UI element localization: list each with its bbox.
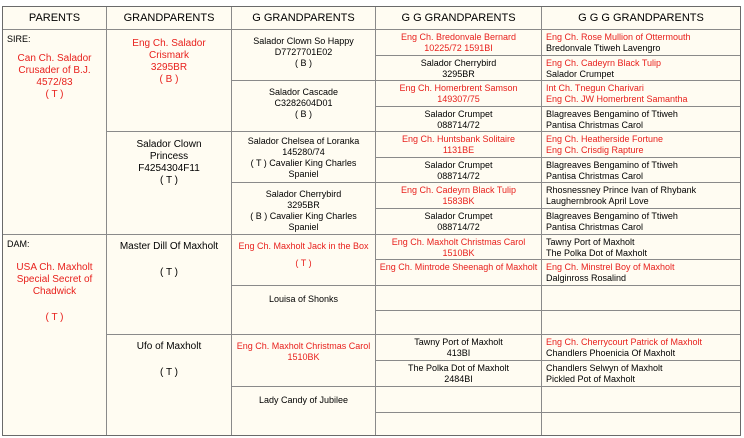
g4-cell — [542, 311, 740, 335]
ggp-c-name: Salador Chelsea of Loranka — [247, 136, 360, 146]
g4-name: Dalginross Rosalind — [546, 273, 627, 283]
ggp-c-note: ( T ) Cavalier King Charles Spaniel — [250, 158, 357, 179]
g4-name: Tawny Port of Maxholt — [546, 237, 635, 247]
g4-name: Int Ch. Tnegun Charivari — [546, 83, 644, 93]
sire-color: ( T ) — [45, 89, 64, 100]
g4-cell — [542, 209, 740, 235]
header-parents: PARENTS — [3, 7, 107, 30]
gggp-name: Eng Ch. Mintrode Sheenagh of Maxholt — [379, 262, 538, 272]
ggp-b-name: Salador Cascade — [268, 87, 339, 97]
gggp-reg: 1131BE — [442, 145, 475, 155]
gggp-name: Eng Ch. Homerbrent Samson — [399, 83, 518, 93]
header-ggg-grandparents: G G G GRANDPARENTS — [542, 7, 740, 30]
sire-name: Can Ch. Salador Crusader of B.J. — [17, 53, 92, 76]
gp-ss-color: ( B ) — [159, 74, 179, 85]
ggp-f — [232, 286, 376, 335]
gp-dd-color: ( T ) — [160, 367, 178, 378]
g4-name: Laughernbrook April Love — [546, 196, 649, 206]
ggp-h-name: Lady Candy of Jubilee — [258, 395, 349, 405]
gggp-cell — [376, 286, 542, 311]
ggp-g — [232, 335, 376, 387]
gp-ds-name: Master Dill Of Maxholt — [119, 241, 219, 252]
ggp-d-reg: 3295BR — [287, 200, 320, 210]
gggp-name: Salador Crumpet — [424, 211, 493, 221]
pedigree-table — [2, 6, 741, 436]
g4-cell — [542, 132, 740, 158]
gp-ss-reg: 3295BR — [150, 62, 188, 73]
sire-reg: 4572/83 — [36, 77, 73, 88]
g4-name: Eng Ch. Cadeyrn Black Tulip — [546, 58, 662, 68]
gp-sire-sire — [107, 30, 232, 132]
gp-sd-reg: F4254304F11 — [138, 163, 200, 174]
ggp-b-reg: C3282604D01 — [274, 98, 333, 108]
g4-cell — [542, 361, 740, 387]
g4-name: Blagreaves Bengamino of Ttiweh — [546, 160, 678, 170]
g4-cell — [542, 235, 740, 260]
dam-color: ( T ) — [45, 312, 64, 323]
g4-name: Blagreaves Bengamino of Ttiweh — [546, 211, 678, 221]
g4-cell — [542, 56, 740, 81]
g4-name: Bredonvale Ttiweh Lavengro — [546, 43, 661, 53]
g4-name: Eng Ch. Minstrel Boy of Maxholt — [546, 262, 675, 272]
gggp-cell — [376, 183, 542, 209]
gggp-cell — [376, 107, 542, 132]
gp-ds-color: ( T ) — [160, 267, 178, 278]
gggp-cell — [376, 132, 542, 158]
ggp-d-note: ( B ) Cavalier King Charles Spaniel — [250, 211, 357, 232]
gggp-cell — [376, 311, 542, 335]
gggp-reg: 088714/72 — [437, 222, 480, 232]
sire-cell — [3, 30, 107, 235]
gggp-cell — [376, 335, 542, 361]
ggp-a-name: Salador Clown So Happy — [253, 36, 354, 46]
g4-name: Eng Ch. Heatherside Fortune — [546, 134, 664, 144]
gggp-reg: 088714/72 — [437, 120, 480, 130]
gggp-reg: 088714/72 — [437, 171, 480, 181]
ggp-c-reg: 145280/74 — [282, 147, 325, 157]
g4-name: Chandlers Phoenicia Of Maxholt — [546, 348, 676, 358]
g4-name: Pantisa Christmas Carol — [546, 171, 644, 181]
ggp-a-reg: D7727701E02 — [274, 47, 333, 57]
ggp-c — [232, 132, 376, 183]
gggp-cell — [376, 56, 542, 81]
g4-cell — [542, 81, 740, 107]
gggp-cell — [376, 413, 542, 435]
ggp-a-color: ( B ) — [295, 58, 312, 68]
ggp-a — [232, 30, 376, 81]
g4-name: Pickled Pot of Maxholt — [546, 374, 636, 384]
dam-label: DAM: — [7, 239, 30, 249]
g4-cell — [542, 183, 740, 209]
g4-name: Blagreaves Bengamino of Ttiweh — [546, 109, 678, 119]
gggp-name: Eng Ch. Maxholt Christmas Carol — [391, 237, 526, 247]
dam-cell — [3, 235, 107, 435]
gggp-cell — [376, 235, 542, 260]
gggp-cell — [376, 260, 542, 286]
gggp-cell — [376, 30, 542, 56]
g4-cell — [542, 158, 740, 183]
gp-dd-name: Ufo of Maxholt — [136, 341, 202, 352]
gggp-cell — [376, 158, 542, 183]
g4-cell — [542, 260, 740, 286]
gggp-reg: 149307/75 — [437, 94, 480, 104]
gggp-reg: 413BI — [446, 348, 471, 358]
g4-cell — [542, 413, 740, 435]
sire-label: SIRE: — [7, 34, 31, 44]
g4-name: Eng Ch. Rose Mullion of Ottermouth — [546, 32, 691, 42]
ggp-b — [232, 81, 376, 132]
ggp-d-name: Salador Cherrybird — [265, 189, 342, 199]
g4-name: Eng Ch. Cherrycourt Patrick of Maxholt — [546, 337, 703, 347]
gp-dam-dam — [107, 335, 232, 435]
ggp-e — [232, 235, 376, 286]
g4-name: Pantisa Christmas Carol — [546, 222, 644, 232]
g4-name: The Polka Dot of Maxholt — [546, 248, 648, 258]
g4-name: Eng Ch. Crisdig Rapture — [546, 145, 644, 155]
gggp-name: Salador Crumpet — [424, 109, 493, 119]
ggp-h — [232, 387, 376, 435]
gp-dam-sire — [107, 235, 232, 335]
gggp-cell — [376, 387, 542, 413]
dam-name: USA Ch. Maxholt Special Secret of Chadwick — [16, 262, 93, 297]
header-gg-grandparents: G G GRANDPARENTS — [376, 7, 542, 30]
gggp-name: The Polka Dot of Maxholt — [407, 363, 510, 373]
g4-cell — [542, 335, 740, 361]
gggp-reg: 1583BK — [442, 196, 475, 206]
gggp-name: Salador Cherrybird — [420, 58, 497, 68]
header-grandparents: GRANDPARENTS — [107, 7, 232, 30]
gggp-name: Eng Ch. Cadeyrn Black Tulip — [400, 185, 517, 195]
g4-name: Eng Ch. JW Homerbrent Samantha — [546, 94, 688, 104]
g4-cell — [542, 387, 740, 413]
ggp-g-name: Eng Ch. Maxholt Christmas Carol — [236, 341, 371, 351]
gggp-name: Tawny Port of Maxholt — [414, 337, 503, 347]
g4-cell — [542, 286, 740, 311]
ggp-e-color: ( T ) — [295, 258, 312, 268]
gggp-reg: 2484BI — [444, 374, 473, 384]
gggp-reg: 10225/72 1591BI — [424, 43, 493, 53]
header-g-grandparents: G GRANDPARENTS — [232, 7, 376, 30]
ggp-f-name: Louisa of Shonks — [268, 294, 339, 304]
gggp-name: Eng Ch. Huntsbank Solitaire — [401, 134, 516, 144]
g4-cell — [542, 30, 740, 56]
g4-name: Pantisa Christmas Carol — [546, 120, 644, 130]
gggp-name: Eng Ch. Bredonvale Bernard — [400, 32, 517, 42]
ggp-b-color: ( B ) — [295, 109, 312, 119]
ggp-d — [232, 183, 376, 235]
ggp-g-reg: 1510BK — [287, 352, 320, 362]
g4-name: Salador Crumpet — [546, 69, 615, 79]
g4-cell — [542, 107, 740, 132]
gggp-reg: 3295BR — [442, 69, 475, 79]
gggp-reg: 1510BK — [442, 248, 475, 258]
gp-sd-color: ( T ) — [160, 175, 178, 186]
gggp-cell — [376, 81, 542, 107]
gggp-name: Salador Crumpet — [424, 160, 493, 170]
gp-sire-dam — [107, 132, 232, 235]
gggp-cell — [376, 361, 542, 387]
gp-ss-name: Eng Ch. Salador Crismark — [132, 38, 206, 61]
gggp-cell — [376, 209, 542, 235]
g4-name: Chandlers Selwyn of Maxholt — [546, 363, 663, 373]
gp-sd-name: Salador Clown Princess — [136, 139, 202, 162]
ggp-e-name: Eng Ch. Maxholt Jack in the Box — [238, 241, 369, 251]
g4-name: Rhosnessney Prince Ivan of Rhybank — [546, 185, 697, 195]
